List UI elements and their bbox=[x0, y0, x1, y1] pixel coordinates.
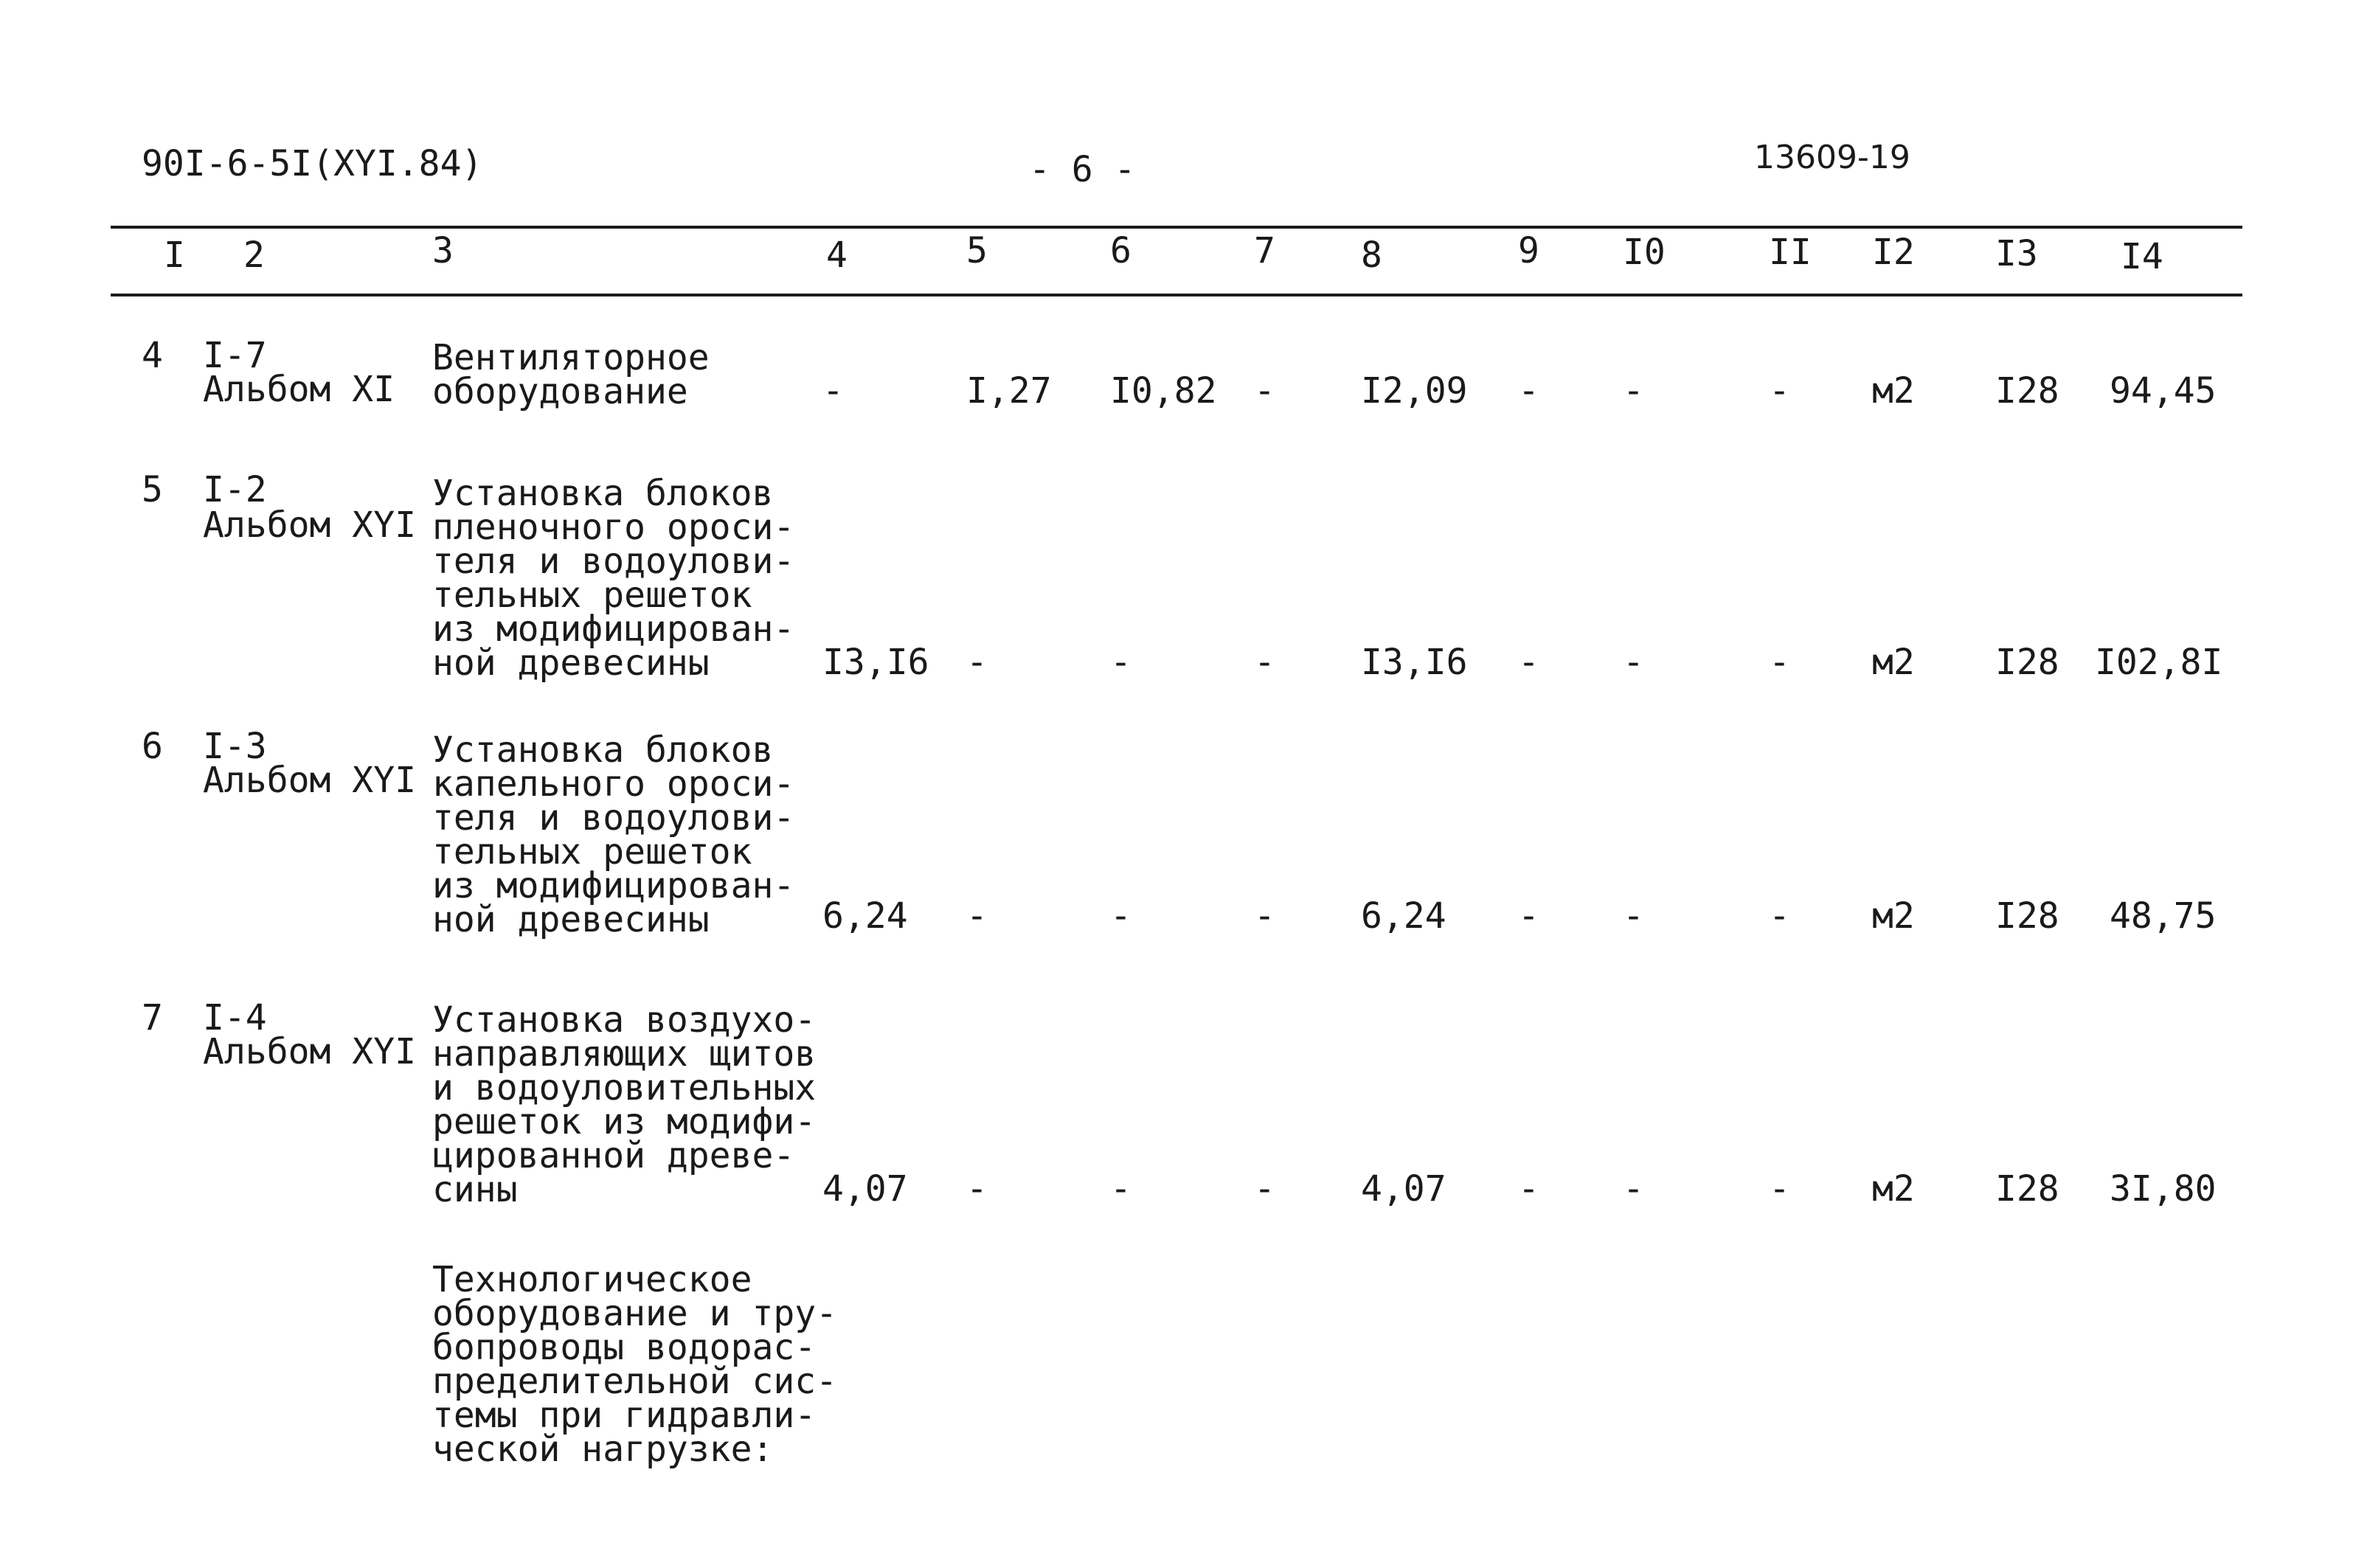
cell-value: - bbox=[1110, 642, 1132, 683]
cell-value: 4,07 bbox=[822, 1168, 908, 1210]
cell-value: - bbox=[1518, 370, 1539, 412]
column-header: I4 bbox=[2121, 236, 2163, 277]
column-header: I0 bbox=[1623, 232, 1666, 273]
cell-value: 4,07 bbox=[1361, 1168, 1446, 1210]
cell-value: 94,45 bbox=[2110, 370, 2217, 412]
cell-value: - bbox=[1110, 895, 1132, 937]
cell-value: - bbox=[1254, 1168, 1275, 1210]
cell-value: - bbox=[1518, 642, 1539, 683]
column-header: 4 bbox=[826, 235, 848, 276]
column-header: II bbox=[1769, 232, 1812, 273]
album-code: I-2 bbox=[203, 469, 267, 510]
album-name: Альбом XYI bbox=[203, 760, 416, 801]
album-code: I-3 bbox=[203, 726, 267, 767]
column-header: 7 bbox=[1254, 230, 1275, 271]
page-number: - 6 - bbox=[1029, 149, 1136, 190]
table-top-rule bbox=[111, 226, 2242, 229]
cell-value: - bbox=[822, 370, 844, 412]
cell-value: I28 bbox=[1995, 895, 2059, 937]
cell-value: - bbox=[1623, 1168, 1644, 1210]
cell-value: I28 bbox=[1995, 370, 2059, 412]
cell-value: I2,09 bbox=[1361, 370, 1468, 412]
cell-value: - bbox=[1623, 370, 1644, 412]
cell-value: 3I,80 bbox=[2110, 1168, 2217, 1210]
album-name: Альбом XYI bbox=[203, 1031, 416, 1072]
cell-value: I02,8I bbox=[2095, 642, 2223, 683]
cell-value: 6,24 bbox=[1361, 895, 1446, 937]
work-description: Установка блоков пленочного ороси- теля и водоулови- тельных решеток из модифицирован- ной древесины bbox=[432, 473, 795, 684]
cell-value: - bbox=[1254, 642, 1275, 683]
cell-value: I3,I6 bbox=[822, 642, 929, 683]
column-header: 6 bbox=[1110, 230, 1132, 271]
cell-value: I,27 bbox=[966, 370, 1052, 412]
cell-value: - bbox=[1769, 895, 1790, 937]
column-header: I bbox=[164, 235, 185, 276]
work-description: Установка блоков капельного ороси- теля и водоулови- тельных решеток из модифицирован- ной древесины bbox=[432, 729, 795, 940]
cell-value: м2 bbox=[1872, 895, 1915, 937]
row-number: 4 bbox=[142, 335, 163, 376]
cell-value: - bbox=[966, 642, 988, 683]
cell-value: I28 bbox=[1995, 1168, 2059, 1210]
row-number: 6 bbox=[142, 726, 163, 767]
cell-value: м2 bbox=[1872, 370, 1915, 412]
row-number: 7 bbox=[142, 997, 163, 1038]
cell-value: м2 bbox=[1872, 1168, 1915, 1210]
cell-value: - bbox=[1769, 370, 1790, 412]
row-number: 5 bbox=[142, 469, 163, 510]
cell-value: - bbox=[966, 1168, 988, 1210]
document-code: 90I-6-5I(XYI.84) bbox=[142, 143, 483, 184]
album-code: I-4 bbox=[203, 997, 267, 1038]
cell-value: м2 bbox=[1872, 642, 1915, 683]
table-header-rule bbox=[111, 294, 2242, 296]
inventory-number: 13609-19 bbox=[1754, 139, 1910, 176]
cell-value: - bbox=[966, 895, 988, 937]
album-name: Альбом XI bbox=[203, 369, 395, 410]
cell-value: 6,24 bbox=[822, 895, 908, 937]
cell-value: - bbox=[1769, 642, 1790, 683]
column-header: I3 bbox=[1995, 233, 2038, 274]
cell-value: - bbox=[1518, 1168, 1539, 1210]
album-name: Альбом XYI bbox=[203, 504, 416, 546]
cell-value: - bbox=[1518, 895, 1539, 937]
cell-value: - bbox=[1110, 1168, 1132, 1210]
cell-value: - bbox=[1254, 370, 1275, 412]
section-heading: Технологическое оборудование и тру- бопроводы водорас- пределительной сис- темы при гидравли- ческой нагрузке: bbox=[432, 1259, 838, 1470]
column-header: 9 bbox=[1518, 230, 1539, 271]
column-header: 8 bbox=[1361, 235, 1382, 276]
column-header: 2 bbox=[243, 235, 265, 276]
cell-value: - bbox=[1623, 895, 1644, 937]
cell-value: I3,I6 bbox=[1361, 642, 1468, 683]
column-header: I2 bbox=[1872, 232, 1915, 273]
album-code: I-7 bbox=[203, 335, 267, 376]
column-header: 3 bbox=[432, 230, 454, 271]
cell-value: I0,82 bbox=[1110, 370, 1217, 412]
work-description: Вентиляторное оборудование bbox=[432, 337, 710, 412]
cell-value: - bbox=[1254, 895, 1275, 937]
work-description: Установка воздухо- направляющих щитов и водоуловительных решеток из модифи- цированной древе- сины bbox=[432, 999, 817, 1210]
cell-value: 48,75 bbox=[2110, 895, 2217, 937]
column-header: 5 bbox=[966, 230, 988, 271]
cell-value: - bbox=[1623, 642, 1644, 683]
cell-value: I28 bbox=[1995, 642, 2059, 683]
cell-value: - bbox=[1769, 1168, 1790, 1210]
